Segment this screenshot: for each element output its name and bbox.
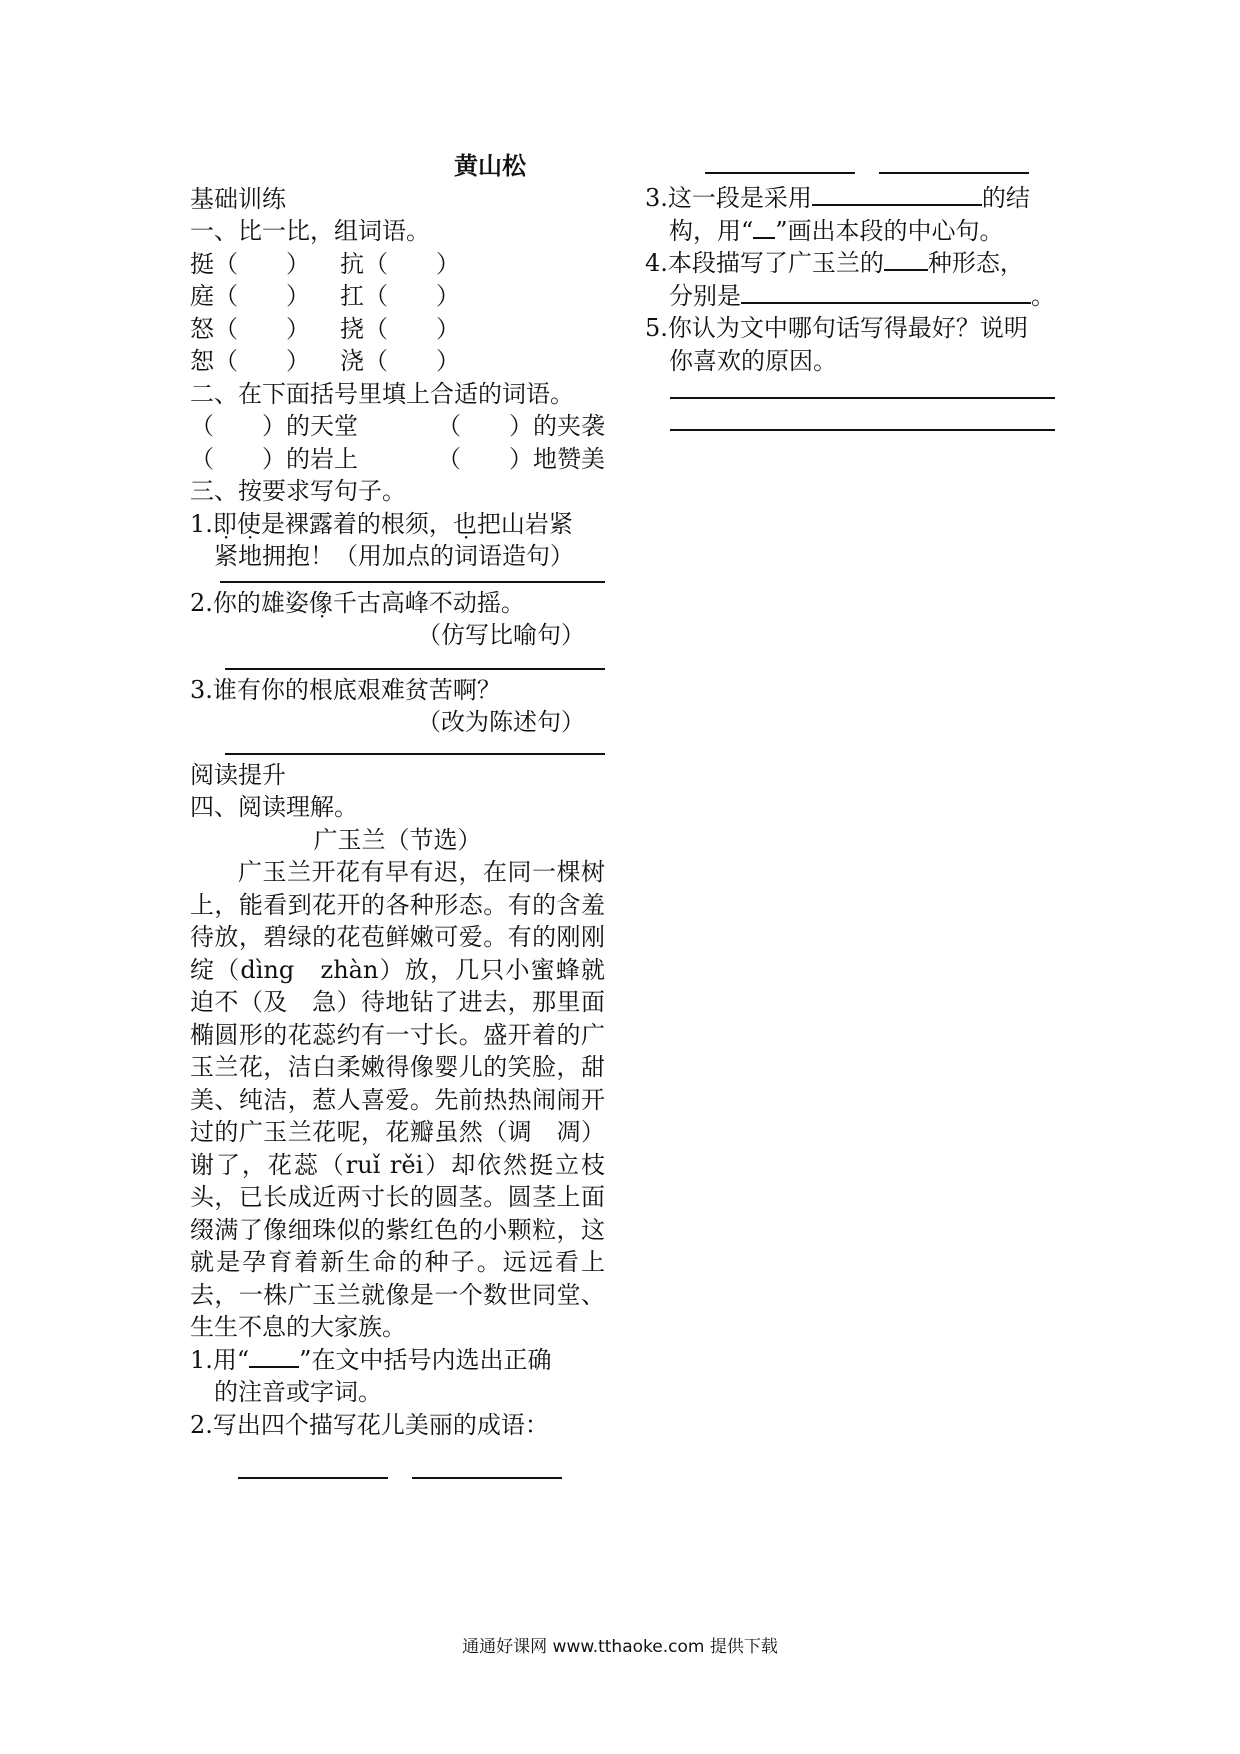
q4-item-1	[190, 1344, 605, 1377]
dotted-char: 也	[452, 509, 477, 538]
answer-blank[interactable]	[741, 280, 1031, 304]
q4-item4-text: 4.本段描写了广玉兰的	[645, 249, 884, 277]
q3-heading: 三、按要求写句子。	[190, 477, 406, 505]
q4-item3-text: ”画出本段的中心句。	[775, 216, 1004, 245]
q4-item4-text: 种形态，	[927, 249, 1024, 277]
q3-s2-text: 2.你的雄姿	[190, 588, 309, 617]
underline-mark	[753, 215, 775, 239]
q4-item3-text: 3.这一段是采用	[645, 184, 812, 212]
q4-item-3-cont	[645, 215, 1055, 248]
q4-item1-text: 1.用“	[190, 1345, 250, 1374]
q1-heading: 一、比一比，组词语。	[190, 217, 430, 245]
q3-sentence-2	[190, 587, 605, 620]
q3-s1-text: 把山岩紧	[476, 509, 573, 538]
q3-s3-requirement: （改为陈述句）	[417, 708, 585, 736]
idiom-blanks	[190, 1455, 605, 1488]
q4-item-5: 5.你认为文中哪句话写得最好？说明	[645, 314, 1028, 342]
idiom-blanks-continued	[705, 150, 1029, 178]
q3-sentence-1	[190, 508, 605, 541]
q4-item-4	[645, 247, 1055, 280]
q3-s2-requirement: （仿写比喻句）	[417, 621, 585, 649]
q1-row	[190, 248, 460, 281]
q4-item1-text: ”在文中括号内选出正确	[299, 1345, 552, 1374]
left-column	[190, 150, 605, 1488]
idiom-blank[interactable]	[412, 1455, 562, 1479]
q1-word: 挺（ ）	[190, 249, 310, 278]
dotted-char: 即	[212, 509, 237, 538]
dotted-char: 像	[308, 588, 333, 617]
q1-word: 抗（ ）	[340, 249, 460, 278]
q2-phrase: （ ）的岩上	[190, 444, 358, 473]
section-basic: 基础训练	[190, 184, 286, 213]
q4-item-3	[645, 182, 1055, 215]
answer-line[interactable]	[225, 753, 605, 755]
q2-row	[190, 410, 605, 443]
q4-heading: 四、阅读理解。	[190, 793, 358, 821]
q1-word: 怒（ ）	[190, 314, 310, 343]
q1-row	[190, 280, 460, 313]
q4-item3-text: 的结	[981, 184, 1030, 212]
answer-line[interactable]	[670, 429, 1055, 431]
idiom-blank[interactable]	[238, 1455, 388, 1479]
q1-word: 扛（ ）	[340, 282, 460, 310]
q4-item-4-cont	[645, 280, 1055, 313]
q3-s2-text: 千古高峰不动摇。	[332, 588, 525, 617]
q1-word: 挠（ ）	[340, 314, 460, 343]
q2-row	[190, 443, 605, 476]
q2-phrase: （ ）的夹袭	[437, 412, 605, 440]
answer-blank[interactable]	[884, 247, 928, 271]
q3-s1-text: 是裸露着的根须，	[260, 509, 453, 538]
q4-item-2: 2.写出四个描写花儿美丽的成语：	[190, 1410, 549, 1439]
q4-item4-text: 分别是	[669, 281, 741, 310]
q2-phrase: （ ）地赞美	[437, 444, 605, 473]
answer-blank[interactable]	[812, 182, 982, 206]
q4-item4-text: 。	[1031, 281, 1055, 310]
q1-word: 庭（ ）	[190, 282, 310, 310]
q1-row	[190, 345, 460, 378]
answer-line[interactable]	[670, 397, 1055, 399]
page-title: 黄山松	[454, 151, 526, 180]
q3-s1-number: 1.	[190, 509, 213, 538]
q4-item3-text: 构，用“	[669, 216, 754, 245]
passage-title: 广玉兰（节选）	[313, 825, 482, 854]
section-reading: 阅读提升	[190, 760, 286, 789]
passage-text: 广玉兰开花有早有迟，在同一棵树上，能看到花开的各种形态。有的含羞待放，碧绿的花苞鲜嫩可爱。有的刚刚绽（dìng zhàn）放，几只小蜜蜂就迫不（及 急）待地钻了进去，那里面椭圆形的花蕊约有一寸长。盛开着的广玉兰花，洁白柔嫩得像婴儿的笑脸，甜美、纯洁，惹人喜爱。先前热热闹闹开过的广玉兰花呢，花瓣虽然（调 凋）谢了，花蕊（ruǐ rěi）却依然挺立枝头，已长成近两寸长的圆茎。圆茎上面缀满了像细珠似的紫红色的小颗粒，这就是孕育着新生命的种子。远远看上去，一株广玉兰就像是一个数世同堂、生生不息的大家族。	[190, 858, 605, 1341]
q3-sentence-3: 3.谁有你的根底艰难贫苦啊？	[190, 675, 501, 704]
q2-heading: 二、在下面括号里填上合适的词语。	[190, 379, 574, 408]
q1-row	[190, 313, 460, 346]
answer-line[interactable]	[225, 668, 605, 670]
underline-mark	[249, 1344, 299, 1368]
answer-line[interactable]	[220, 581, 605, 583]
idiom-blank[interactable]	[705, 150, 855, 174]
q1-word: 浇（ ）	[340, 347, 460, 375]
q4-item-5-cont: 你喜欢的原因。	[669, 346, 837, 375]
q4-item-1-cont: 的注音或字词。	[214, 1378, 382, 1406]
q2-phrase: （ ）的天堂	[190, 412, 358, 440]
right-column	[645, 182, 1055, 431]
footer-credit: 通通好课网 www.tthaoke.com 提供下载	[462, 1637, 778, 1657]
idiom-blank[interactable]	[879, 150, 1029, 174]
q3-sentence-1-cont: 紧地拥抱！（用加点的词语造句）	[214, 542, 574, 570]
q1-word: 恕（ ）	[190, 347, 310, 375]
dotted-char: 使	[236, 509, 261, 538]
